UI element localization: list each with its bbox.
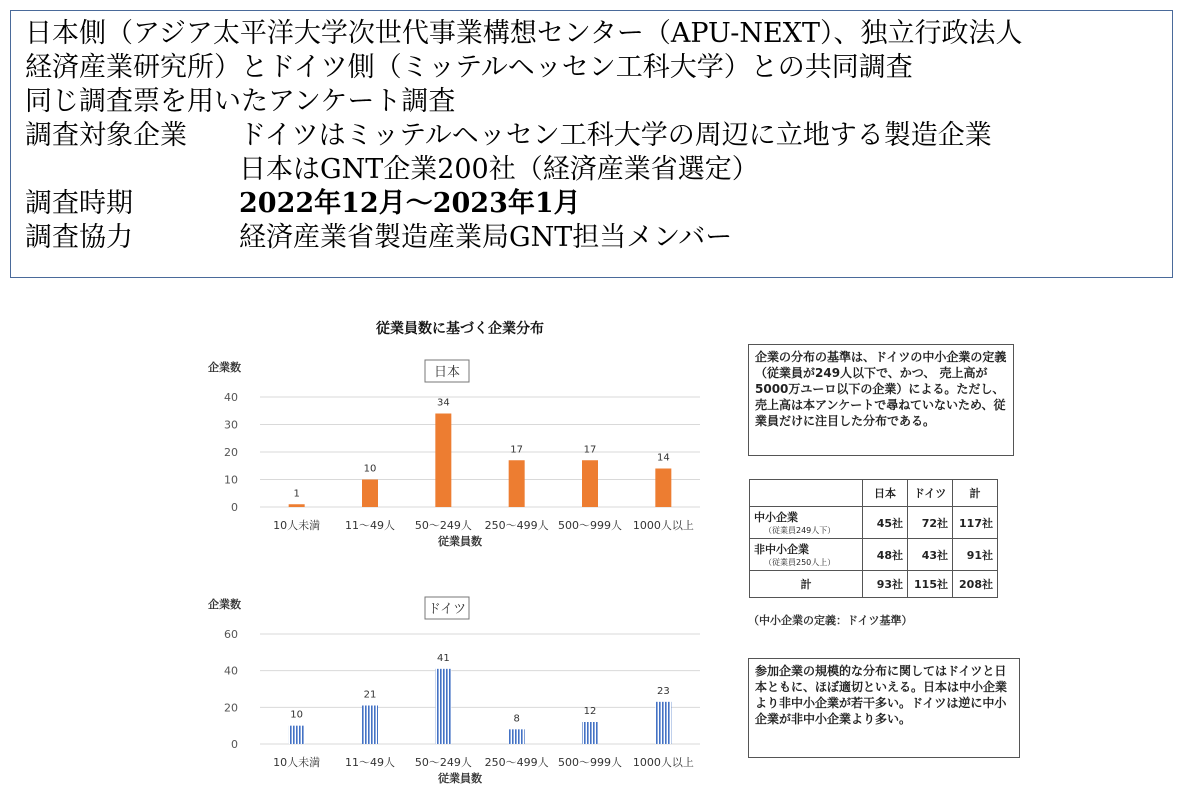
- table-cell: 43社: [908, 539, 953, 571]
- table-row-label: [750, 507, 863, 539]
- data-label: 10: [290, 709, 304, 721]
- x-tick-label: 250～499人: [484, 519, 549, 532]
- row-label: 非中小企業: [754, 543, 809, 556]
- data-label: 10: [363, 463, 377, 475]
- table-header-cell: ドイツ: [908, 480, 953, 507]
- data-label: 1: [293, 488, 300, 500]
- table-header-row: [750, 480, 998, 507]
- table-cell: 93社: [863, 571, 908, 598]
- y-tick-label: 60: [224, 628, 238, 641]
- table-cell: 72社: [908, 507, 953, 539]
- info-label: 調査協力: [25, 222, 133, 253]
- bar: [362, 480, 378, 508]
- table-header-cell: 計: [953, 480, 998, 507]
- table-header-cell: 日本: [863, 480, 908, 507]
- info-row-cooperation: [25, 221, 1172, 255]
- info-value: ドイツはミッテルヘッセン工科大学の周辺に立地する製造企業: [239, 120, 992, 151]
- x-tick-label: 10人未満: [273, 756, 321, 769]
- data-label: 17: [583, 444, 597, 456]
- y-tick-label: 0: [231, 738, 238, 751]
- x-axis-label: 従業員数: [438, 535, 482, 548]
- table-cell: 91社: [953, 539, 998, 571]
- data-label: 8: [513, 713, 520, 725]
- row-label: 中小企業: [754, 511, 798, 524]
- info-row-target: [25, 119, 1172, 153]
- y-tick-label: 0: [231, 501, 238, 514]
- info-value: 経済産業省製造産業局GNT担当メンバー: [239, 222, 733, 253]
- chart-subtitle: ドイツ: [427, 602, 467, 617]
- info-label: 調査時期: [25, 188, 133, 219]
- info-line-2: 経済産業研究所）とドイツ側（ミッテルヘッセン工科大学）との共同調査: [25, 52, 913, 83]
- table-row: [750, 539, 998, 571]
- table-cell: 117社: [953, 507, 998, 539]
- x-tick-label: 1000人以上: [632, 519, 694, 532]
- data-label: 14: [656, 452, 670, 464]
- table-footnote: （中小企業の定義：ドイツ基準）: [748, 614, 913, 627]
- info-value: 日本はGNT企業200社（経済産業省選定）: [239, 154, 759, 185]
- japan-bar-chart: [200, 355, 710, 555]
- y-tick-label: 20: [224, 446, 238, 459]
- y-tick-label: 20: [224, 701, 238, 715]
- criteria-note: 企業の分布の基準は、ドイツの中小企業の定義（従業員が249人以下で、かつ、 売上高が5000万ユーロ以下の企業）による。ただし、売上高は本アンケートで尋ねていないため、従業員だけに注目した分布である。: [748, 344, 1014, 456]
- info-label: 調査対象企業: [25, 120, 187, 151]
- info-row-period: [25, 187, 1172, 221]
- info-label: [25, 153, 239, 187]
- info-line-3: 同じ調査票を用いたアンケート調査: [25, 86, 456, 117]
- x-tick-label: 50～249人: [414, 756, 472, 769]
- table-cell: 208社: [953, 571, 998, 598]
- bar: [362, 706, 378, 745]
- bar: [582, 722, 598, 744]
- survey-info-box: [10, 10, 1173, 278]
- x-tick-label: 500～999人: [558, 519, 622, 532]
- y-tick-label: 30: [224, 418, 238, 432]
- data-label: 41: [436, 652, 450, 664]
- bar: [509, 460, 525, 507]
- y-tick-label: 10: [224, 473, 238, 487]
- summary-table: [749, 479, 998, 598]
- chart-subtitle: 日本: [433, 365, 461, 380]
- bar: [655, 469, 671, 508]
- x-tick-label: 1000人以上: [632, 756, 694, 769]
- data-label: 17: [510, 444, 524, 456]
- conclusion-note: 参加企業の規模的な分布に関してはドイツと日本ともに、ほぼ適切といえる。日本は中小企業より非中小企業が若干多い。ドイツは逆に中小企業が非中小企業より多い。: [748, 658, 1020, 758]
- info-row-target-japan: [25, 153, 1172, 187]
- row-sublabel: （従業員250人上）: [764, 558, 836, 567]
- data-label: 34: [436, 397, 450, 409]
- table-row: [750, 507, 998, 539]
- table-header-cell: [750, 480, 863, 507]
- table-cell: 45社: [863, 507, 908, 539]
- data-label: 12: [583, 706, 597, 717]
- chart-title: 従業員数に基づく企業分布: [376, 321, 544, 337]
- bar: [435, 669, 451, 744]
- info-value: 2022年12月～2023年1月: [239, 188, 581, 219]
- bar: [655, 702, 671, 744]
- x-tick-label: 50～249人: [414, 519, 472, 532]
- x-tick-label: 11～49人: [345, 756, 395, 769]
- bar: [289, 726, 305, 744]
- y-tick-label: 40: [224, 391, 238, 404]
- y-axis-label: 企業数: [208, 598, 241, 611]
- data-label: 21: [363, 689, 377, 701]
- table-row-label: [750, 571, 863, 598]
- table-row: [750, 571, 998, 598]
- info-line-1: 日本側（アジア太平洋大学次世代事業構想センター（APU-NEXT）、独立行政法人: [25, 18, 1023, 49]
- row-label: 計: [800, 578, 812, 591]
- x-tick-label: 10人未満: [273, 519, 321, 532]
- table-cell: 48社: [863, 539, 908, 571]
- x-axis-label: 従業員数: [438, 772, 482, 785]
- bar: [435, 414, 451, 508]
- table-row-label: [750, 539, 863, 571]
- germany-bar-chart: [200, 592, 710, 792]
- bar: [289, 504, 305, 507]
- y-tick-label: 40: [224, 664, 238, 678]
- x-tick-label: 250～499人: [484, 756, 549, 769]
- x-tick-label: 500～999人: [558, 756, 622, 769]
- y-axis-label: 企業数: [208, 361, 241, 374]
- data-label: 23: [656, 685, 670, 697]
- bar: [582, 460, 598, 507]
- table-cell: 115社: [908, 571, 953, 598]
- row-sublabel: （従業員249人下）: [764, 526, 836, 535]
- bar: [509, 729, 525, 744]
- x-tick-label: 11～49人: [345, 519, 395, 532]
